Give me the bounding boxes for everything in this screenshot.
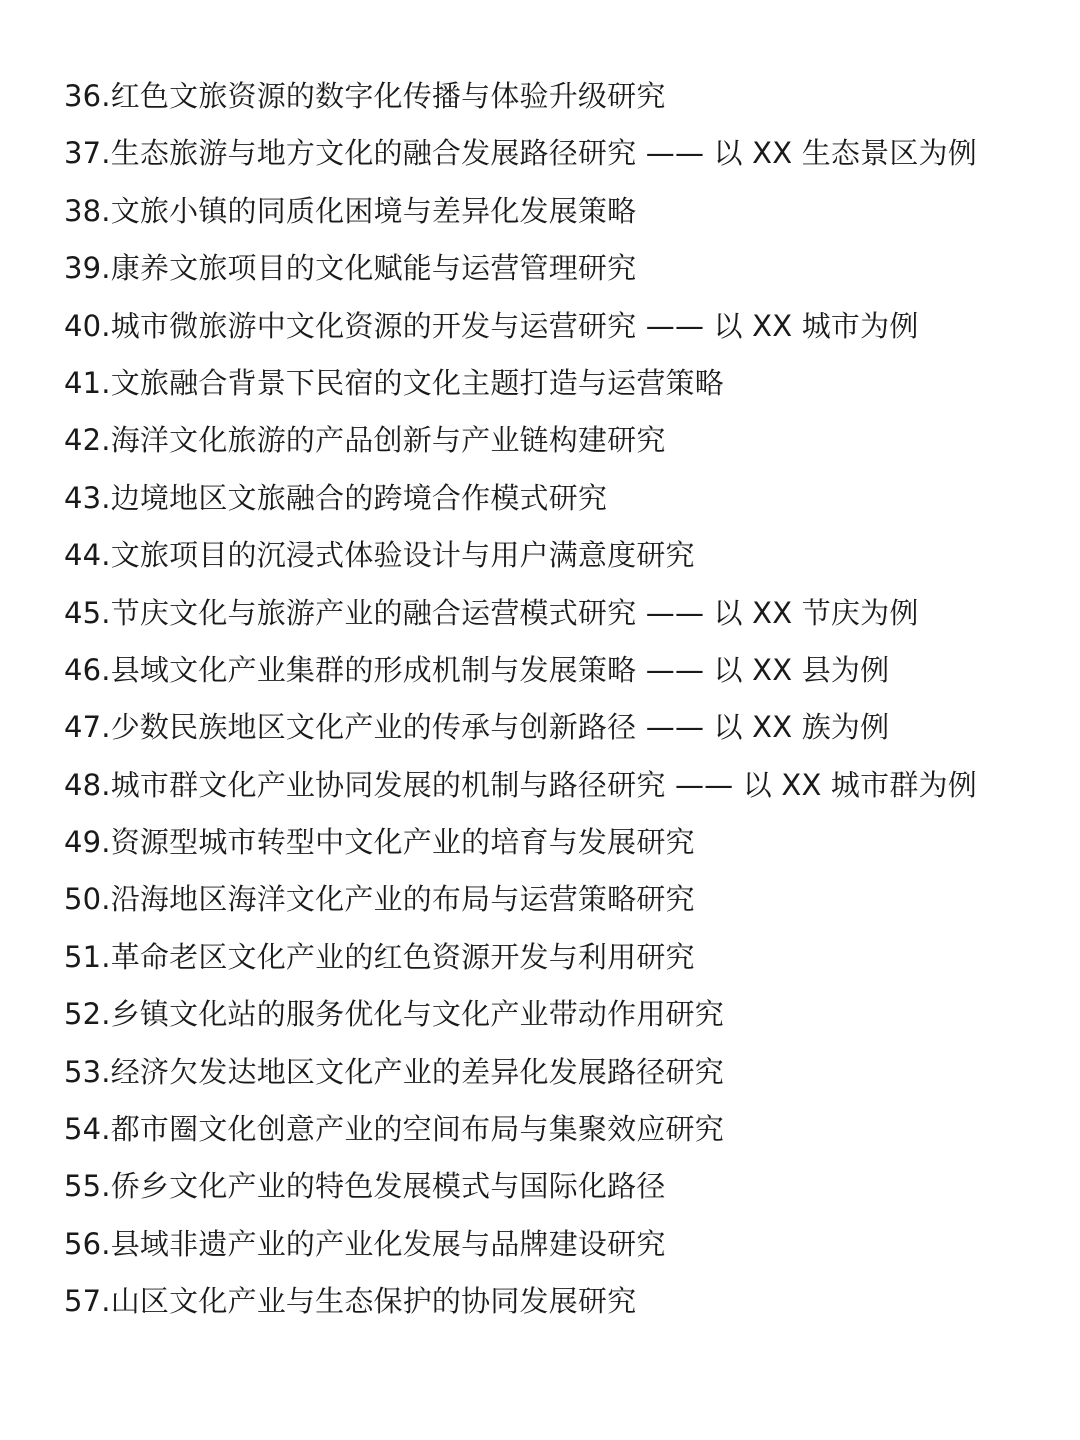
topic-item: 44.文旅项目的沉浸式体验设计与用户满意度研究 <box>64 538 695 573</box>
topic-item: 51.革命老区文化产业的红色资源开发与利用研究 <box>64 939 695 974</box>
topic-item: 37.生态旅游与地方文化的融合发展路径研究 —— 以 XX 生态景区为例 <box>64 136 977 171</box>
topic-list <box>64 68 1024 1331</box>
topic-item: 45.节庆文化与旅游产业的融合运营模式研究 —— 以 XX 节庆为例 <box>64 595 919 630</box>
topic-item: 57.山区文化产业与生态保护的协同发展研究 <box>64 1284 637 1319</box>
topic-item: 41.文旅融合背景下民宿的文化主题打造与运营策略 <box>64 365 724 400</box>
topic-item: 50.沿海地区海洋文化产业的布局与运营策略研究 <box>64 882 695 917</box>
topic-item: 56.县域非遗产业的产业化发展与品牌建设研究 <box>64 1226 666 1261</box>
topic-item: 52.乡镇文化站的服务优化与文化产业带动作用研究 <box>64 997 724 1032</box>
topic-item: 39.康养文旅项目的文化赋能与运营管理研究 <box>64 251 637 286</box>
topic-item: 43.边境地区文旅融合的跨境合作模式研究 <box>64 480 608 515</box>
topic-item: 38.文旅小镇的同质化困境与差异化发展策略 <box>64 193 637 228</box>
topic-item: 40.城市微旅游中文化资源的开发与运营研究 —— 以 XX 城市为例 <box>64 308 919 343</box>
topic-item: 48.城市群文化产业协同发展的机制与路径研究 —— 以 XX 城市群为例 <box>64 767 977 802</box>
topic-item: 53.经济欠发达地区文化产业的差异化发展路径研究 <box>64 1054 724 1089</box>
topic-item: 54.都市圈文化创意产业的空间布局与集聚效应研究 <box>64 1112 724 1147</box>
topic-item: 36.红色文旅资源的数字化传播与体验升级研究 <box>64 79 666 113</box>
topic-item: 42.海洋文化旅游的产品创新与产业链构建研究 <box>64 423 666 458</box>
topic-item: 46.县域文化产业集群的形成机制与发展策略 —— 以 XX 县为例 <box>64 652 890 687</box>
topic-item: 49.资源型城市转型中文化产业的培育与发展研究 <box>64 825 695 860</box>
topic-item: 47.少数民族地区文化产业的传承与创新路径 —— 以 XX 族为例 <box>64 710 890 745</box>
topic-item: 55.侨乡文化产业的特色发展模式与国际化路径 <box>64 1169 666 1204</box>
